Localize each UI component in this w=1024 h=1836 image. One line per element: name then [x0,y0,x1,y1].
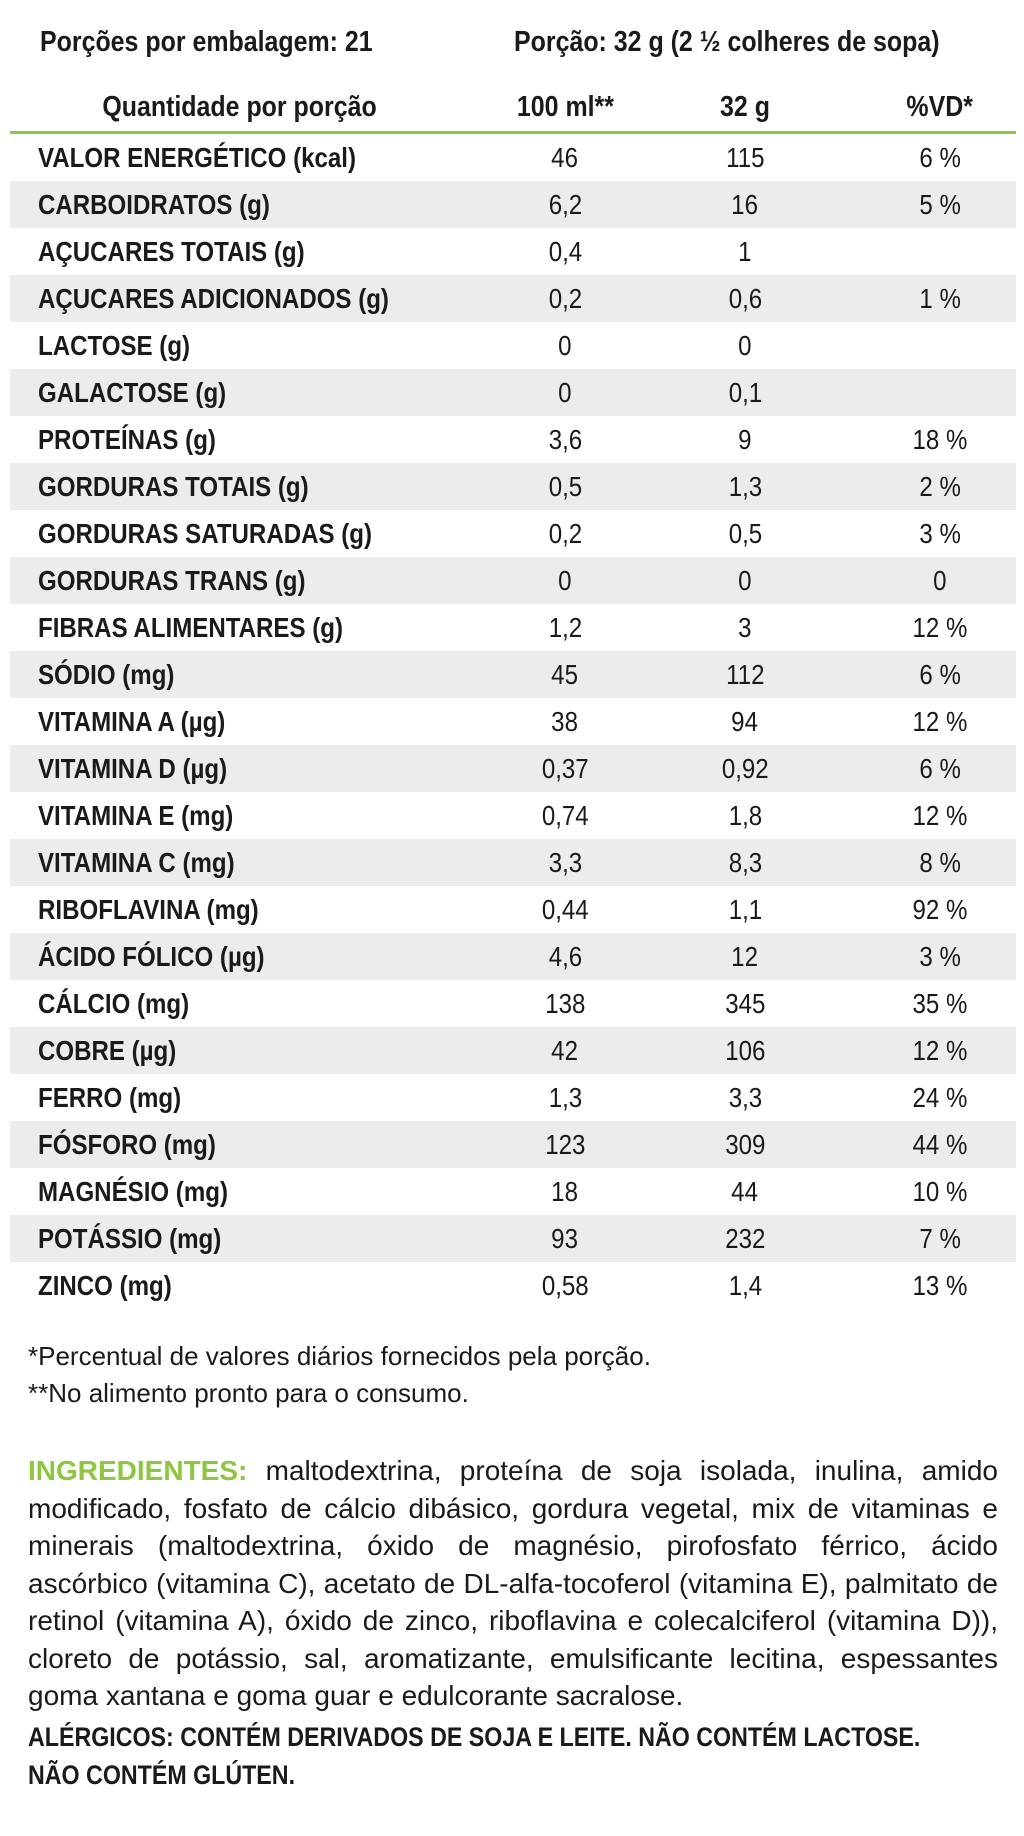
value-per-100ml: 42 [551,1035,579,1066]
table-row [10,1262,1016,1309]
table-row [10,745,1016,792]
table-row [10,839,1016,886]
value-daily-percent: 24 % [912,1082,968,1113]
table-row [10,510,1016,557]
value-per-portion: 0,1 [728,377,762,408]
value-daily-percent: 10 % [912,1176,968,1207]
table-row [10,698,1016,745]
value-daily-percent: 0 [933,565,947,596]
value-per-portion: 3,3 [728,1082,762,1113]
value-per-portion: 0 [738,565,752,596]
value-per-100ml: 0,2 [548,283,582,314]
value-per-100ml: 123 [544,1129,586,1160]
allergens-line-2: NÃO CONTÉM GLÚTEN. [28,1760,296,1790]
table-row [10,134,1016,181]
table-row [10,1215,1016,1262]
table-row [10,557,1016,604]
value-daily-percent: 18 % [912,424,968,455]
table-row [10,275,1016,322]
value-per-portion: 112 [725,659,765,690]
value-daily-percent: 12 % [912,706,968,737]
value-per-portion: 44 [731,1176,759,1207]
nutrient-label: GORDURAS SATURADAS (g) [38,518,372,549]
nutrient-label: MAGNÉSIO (mg) [38,1176,228,1207]
value-per-100ml: 18 [551,1176,579,1207]
column-header-daily-value: %VD* [906,91,974,123]
value-per-100ml: 46 [551,142,579,173]
nutrient-label: VALOR ENERGÉTICO (kcal) [38,142,356,173]
value-per-100ml: 3,6 [548,424,582,455]
value-per-100ml: 0 [558,330,572,361]
value-daily-percent: 13 % [912,1270,968,1301]
nutrient-label: GORDURAS TRANS (g) [38,565,306,596]
table-row [10,980,1016,1027]
ingredients-paragraph [28,1452,998,1715]
value-per-100ml: 0,74 [541,800,589,831]
value-per-portion: 1,1 [728,894,762,925]
value-per-100ml: 1,3 [548,1082,582,1113]
value-daily-percent: 1 % [919,283,961,314]
column-header-nutrient: Quantidade por porção [102,91,378,123]
nutrient-label: RIBOFLAVINA (mg) [38,894,259,925]
value-per-portion: 115 [725,142,765,173]
value-per-100ml: 3,3 [548,847,582,878]
nutrient-label: POTÁSSIO (mg) [38,1223,222,1254]
nutrient-label: FERRO (mg) [38,1082,182,1113]
table-row [10,1121,1016,1168]
value-per-100ml: 38 [551,706,579,737]
value-daily-percent: 35 % [912,988,968,1019]
value-per-portion: 1,8 [728,800,762,831]
value-per-100ml: 93 [551,1223,579,1254]
footnotes [28,1338,1008,1412]
value-per-100ml: 0,2 [548,518,582,549]
ingredients-text: maltodextrina, proteína de soja isolada, inulina, amido modificado, fosfato de cálcio dibásico, gordura vegetal, mix de vitaminas e minerais (maltodextrina, óxido de magnésio, pirofosfato férrico, ácido ascórbico (vitamina C), acetato de DL-alfa-tocoferol (vitamina E), palmitato de retinol (vitamina A), óxido de zinco, riboflavina e colecalciferol (vitamina D)), cloreto de potássio, sal, aromatizante, emulsificante lecitina, espessantes goma xantana e goma guar e edulcorante sacralose. [28,1455,998,1711]
value-per-portion: 12 [731,941,759,972]
nutrient-label: VITAMINA E (mg) [38,800,234,831]
table-row [10,1168,1016,1215]
table-row [10,792,1016,839]
nutrient-label: COBRE (µg) [38,1035,177,1066]
nutrient-label: VITAMINA C (mg) [38,847,235,878]
value-per-100ml: 0 [558,565,572,596]
value-per-portion: 9 [738,424,752,455]
nutrient-label: CÁLCIO (mg) [38,988,190,1019]
footnote-daily-value: *Percentual de valores diários fornecidos pela porção. [28,1341,651,1371]
nutrient-label: SÓDIO (mg) [38,659,175,690]
table-row [10,181,1016,228]
value-per-portion: 0 [738,330,752,361]
value-per-100ml: 6,2 [548,189,582,220]
value-per-portion: 345 [724,988,766,1019]
nutrition-table [10,134,1016,1309]
column-header-per-100ml: 100 ml** [516,91,614,123]
ingredients-title: INGREDIENTES: [28,1455,248,1486]
allergens-line-1: ALÉRGICOS: CONTÉM DERIVADOS DE SOJA E LEITE. NÃO CONTÉM LACTOSE. [28,1722,921,1752]
value-daily-percent [870,369,1010,416]
serving-size: Porção: 32 g (2 ½ colheres de sopa) [514,26,940,58]
table-row [10,322,1016,369]
value-per-portion: 16 [731,189,759,220]
value-per-100ml: 0,44 [541,894,589,925]
value-per-portion: 309 [724,1129,766,1160]
table-row [10,933,1016,980]
nutrient-label: FÓSFORO (mg) [38,1129,216,1160]
value-daily-percent: 3 % [919,518,961,549]
value-per-portion: 232 [724,1223,766,1254]
value-daily-percent: 44 % [912,1129,968,1160]
value-per-portion: 106 [724,1035,766,1066]
value-per-100ml: 0,37 [541,753,589,784]
column-header-per-portion: 32 g [720,91,770,123]
value-daily-percent: 5 % [919,189,961,220]
value-per-100ml: 0 [558,377,572,408]
allergens-statement [28,1718,1024,1794]
table-row [10,228,1016,275]
value-per-100ml: 4,6 [548,941,582,972]
value-per-portion: 1,4 [728,1270,762,1301]
value-per-portion: 1 [738,236,752,267]
value-per-100ml: 0,5 [548,471,582,502]
nutrient-label: FIBRAS ALIMENTARES (g) [38,612,343,643]
value-per-portion: 0,6 [728,283,762,314]
value-daily-percent: 2 % [919,471,961,502]
value-daily-percent [870,228,1010,275]
value-per-100ml: 138 [544,988,586,1019]
nutrient-label: LACTOSE (g) [38,330,191,361]
table-row [10,369,1016,416]
nutrient-label: CARBOIDRATOS (g) [38,189,270,220]
value-per-100ml: 0,58 [541,1270,589,1301]
value-daily-percent [870,322,1010,369]
value-daily-percent: 6 % [919,659,961,690]
table-row [10,1027,1016,1074]
value-daily-percent: 6 % [919,753,961,784]
nutrient-label: AÇUCARES ADICIONADOS (g) [38,283,389,314]
value-per-portion: 0,5 [728,518,762,549]
value-daily-percent: 8 % [919,847,961,878]
value-daily-percent: 12 % [912,800,968,831]
value-per-portion: 94 [731,706,759,737]
value-daily-percent: 7 % [919,1223,961,1254]
serving-info [0,22,1024,62]
nutrient-label: ÁCIDO FÓLICO (µg) [38,941,265,972]
value-per-portion: 3 [738,612,752,643]
servings-per-package: Porções por embalagem: 21 [40,26,373,58]
value-daily-percent: 12 % [912,612,968,643]
value-daily-percent: 6 % [919,142,961,173]
nutrient-label: VITAMINA A (µg) [38,706,226,737]
value-daily-percent: 12 % [912,1035,968,1066]
table-row [10,651,1016,698]
nutrient-label: GORDURAS TOTAIS (g) [38,471,309,502]
nutrient-label: PROTEÍNAS (g) [38,424,216,455]
nutrient-label: ZINCO (mg) [38,1270,172,1301]
footnote-ready-to-consume: **No alimento pronto para o consumo. [28,1378,469,1408]
table-row [10,463,1016,510]
nutrient-label: VITAMINA D (µg) [38,753,228,784]
value-daily-percent: 3 % [919,941,961,972]
value-per-100ml: 0,4 [548,236,582,267]
value-per-100ml: 1,2 [548,612,582,643]
nutrient-label: GALACTOSE (g) [38,377,227,408]
value-daily-percent: 92 % [912,894,968,925]
table-row [10,1074,1016,1121]
value-per-100ml: 45 [551,659,579,690]
table-row [10,604,1016,651]
table-column-headers [10,84,1016,130]
nutrient-label: AÇUCARES TOTAIS (g) [38,236,305,267]
value-per-portion: 8,3 [728,847,762,878]
table-row [10,886,1016,933]
value-per-portion: 0,92 [721,753,769,784]
table-row [10,416,1016,463]
value-per-portion: 1,3 [728,471,762,502]
